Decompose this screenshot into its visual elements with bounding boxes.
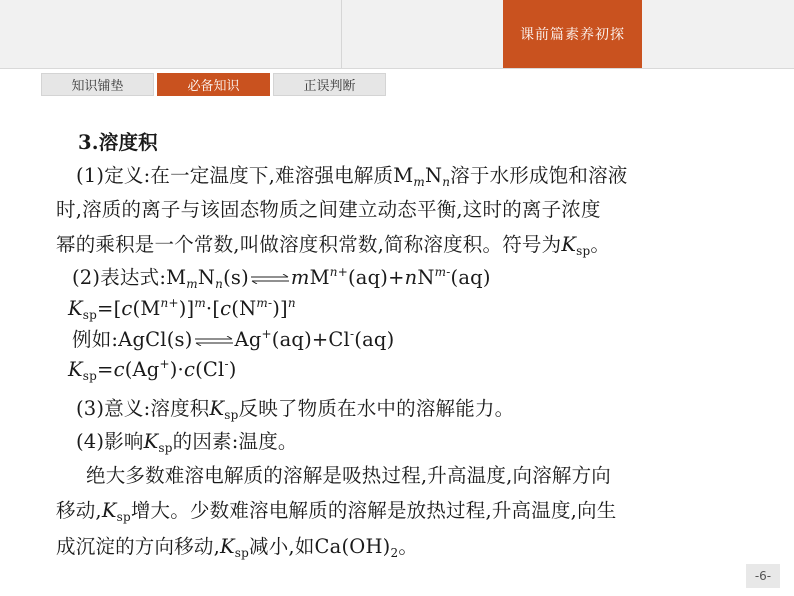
tab-essential-knowledge[interactable]: 必备知识	[157, 73, 270, 96]
section-heading: 3.溶度积	[78, 131, 158, 154]
equilibrium-arrow-icon	[194, 336, 234, 346]
page-number: -6-	[746, 564, 780, 588]
tab-knowledge-foundation[interactable]: 知识铺垫	[41, 73, 154, 96]
definition-line-2: 时,溶质的离子与该固态物质之间建立动态平衡,这时的离子浓度	[56, 198, 601, 221]
definition-line-3: 幂的乘积是一个常数,叫做溶度积常数,简称溶度积。符号为$K_{sp}$。	[56, 233, 611, 258]
paragraph-line-3: 成沉淀的方向移动$,K_{sp}$减小,如$Ca(OH)_2$。	[56, 535, 419, 560]
factor-line: (4)影响$K_{sp}$的因素:温度。	[76, 430, 298, 455]
example-line: 例如:AgCl(s) Ag+(aq)+Cl-(aq)	[72, 327, 395, 351]
ksp-expression: $K_{sp}=[c(M^{n+})]^m\cdot[c(N^{m-})]^n$	[68, 296, 296, 322]
equilibrium-arrow-icon	[250, 274, 290, 284]
tab-true-false[interactable]: 正误判断	[273, 73, 386, 96]
example-ksp: $K_{sp}=c(Ag^+)\cdot c(Cl^-)$	[68, 357, 237, 383]
paragraph-line-1: 绝大多数难溶电解质的溶解是吸热过程,升高温度,向溶解方向	[86, 464, 611, 487]
meaning-line: (3)意义:溶度积$K_{sp}$反映了物质在水中的溶解能力。	[76, 397, 515, 422]
paragraph-line-2: 移动$,K_{sp}$增大。少数难溶电解质的溶解是放热过程,升高温度,向生	[56, 499, 617, 524]
expression-line: (2)表达式$:M_mN_n(s)$ $mM^{n+}(aq)+nN^{m-}(aq)$	[72, 265, 491, 291]
section-title-tab[interactable]: 课前篇素养初探	[503, 0, 642, 68]
definition-line-1: (1)定义:在一定温度下,难溶强电解质$M_mN_n$溶于水形成饱和溶液	[76, 164, 628, 189]
